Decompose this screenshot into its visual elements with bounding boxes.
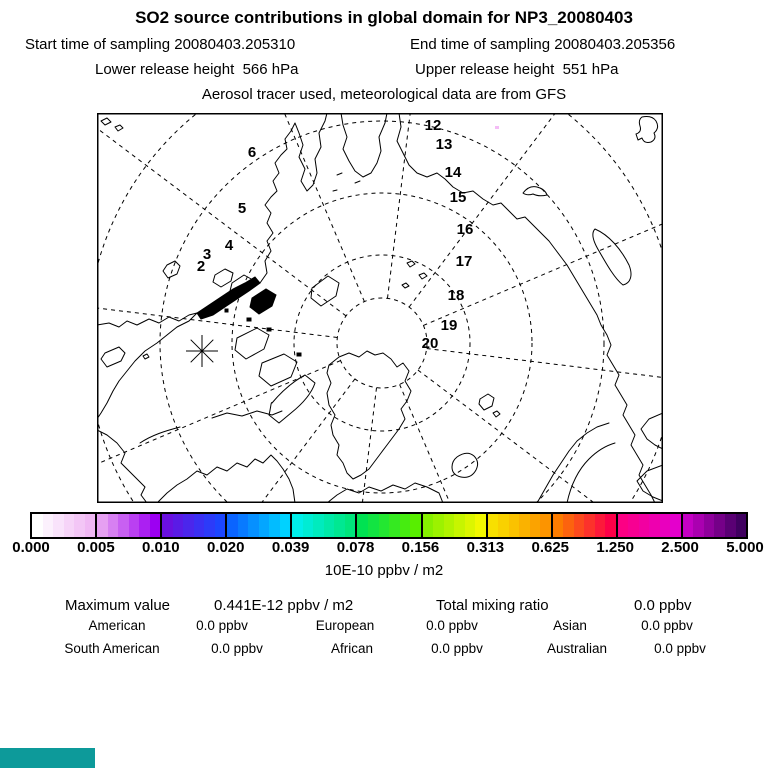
start-time-text: Start time of sampling 20080403.205310 <box>25 36 296 53</box>
colorbar-ticks <box>0 539 768 557</box>
colorbar-tick-label: 0.020 <box>206 539 245 556</box>
colorbar-tick-label: 0.625 <box>531 539 570 556</box>
region-value: 0.0 ppbv <box>654 641 706 656</box>
region-label: South American <box>64 641 160 656</box>
region-label: Asian <box>553 618 587 633</box>
trajectory-hour-label: 16 <box>456 221 474 238</box>
colorbar-block <box>32 514 95 537</box>
polar-map <box>97 113 663 503</box>
colorbar-tick-label: 1.250 <box>596 539 634 556</box>
trajectory-hour-label: 2 <box>196 258 206 275</box>
trajectory-hour-label: 15 <box>449 189 467 206</box>
colorbar-block <box>681 514 746 537</box>
colorbar-block <box>486 514 551 537</box>
trajectory-hour-labels <box>197 117 474 352</box>
trajectory-hour-label: 14 <box>444 164 462 181</box>
lower-release-text: Lower release height 566 hPa <box>95 61 299 78</box>
map-frame <box>98 114 663 503</box>
colorbar-block <box>421 514 486 537</box>
trajectory-hour-label: 19 <box>440 317 458 334</box>
upper-release-text: Upper release height 551 hPa <box>415 61 619 78</box>
coastlines <box>97 113 663 503</box>
colorbar-tick-label: 0.000 <box>12 539 50 556</box>
colorbar-unit-label: 10E-10 ppbv / m2 <box>324 562 444 579</box>
max-value-label: Maximum value <box>65 597 171 614</box>
trajectory-hour-label: 5 <box>237 200 247 217</box>
tracer-note-text: Aerosol tracer used, meteorological data are from GFS <box>201 86 567 103</box>
trajectory-hour-label: 20 <box>421 335 439 352</box>
total-mixing-ratio-label: Total mixing ratio <box>436 597 549 614</box>
region-label: European <box>315 618 375 633</box>
concentration-marks <box>495 126 499 129</box>
colorbar-tick-label: 0.313 <box>466 539 505 556</box>
region-value: 0.0 ppbv <box>641 618 693 633</box>
trajectory-hour-label: 4 <box>224 237 234 254</box>
colorbar-tick-label: 2.500 <box>661 539 699 556</box>
colorbar-tick-label: 5.000 <box>726 539 764 556</box>
colorbar-block <box>551 514 616 537</box>
colorbar-block <box>616 514 681 537</box>
region-value: 0.0 ppbv <box>426 618 478 633</box>
end-time-text: End time of sampling 20080403.205356 <box>410 36 676 53</box>
colorbar-tick-label: 0.039 <box>271 539 310 556</box>
total-mixing-ratio-value: 0.0 ppbv <box>634 597 692 614</box>
station-asterisk-marker <box>186 335 218 367</box>
colorbar-tick-label: 0.010 <box>142 539 180 556</box>
graticule-grid <box>97 113 663 503</box>
colorbar-tick-label: 0.156 <box>401 539 440 556</box>
colorbar-block <box>160 514 225 537</box>
region-label: Australian <box>546 641 608 656</box>
trajectory-hour-label: 17 <box>455 253 473 270</box>
colorbar-block <box>290 514 355 537</box>
region-label: American <box>88 618 146 633</box>
region-value: 0.0 ppbv <box>211 641 263 656</box>
colorbar-block <box>355 514 420 537</box>
colorbar-block <box>95 514 160 537</box>
trajectory-hour-label: 13 <box>435 136 453 153</box>
colorbar-tick-label: 0.005 <box>77 539 115 556</box>
colorbar-block <box>225 514 290 537</box>
footer-accent-bar <box>0 748 95 768</box>
trajectory-hour-label: 18 <box>447 287 465 304</box>
region-value: 0.0 ppbv <box>431 641 483 656</box>
colorbar-tick-label: 0.078 <box>336 539 375 556</box>
colorbar <box>30 512 748 539</box>
page-title: SO2 source contributions in global domain for NP3_20080403 <box>135 8 633 27</box>
region-value: 0.0 ppbv <box>196 618 248 633</box>
max-value-number: 0.441E-12 ppbv / m2 <box>214 597 354 614</box>
region-label: African <box>330 641 374 656</box>
trajectory-hour-label: 6 <box>247 144 257 161</box>
trajectory-hour-label: 3 <box>202 246 212 263</box>
trajectory-hour-label: 12 <box>424 117 442 134</box>
